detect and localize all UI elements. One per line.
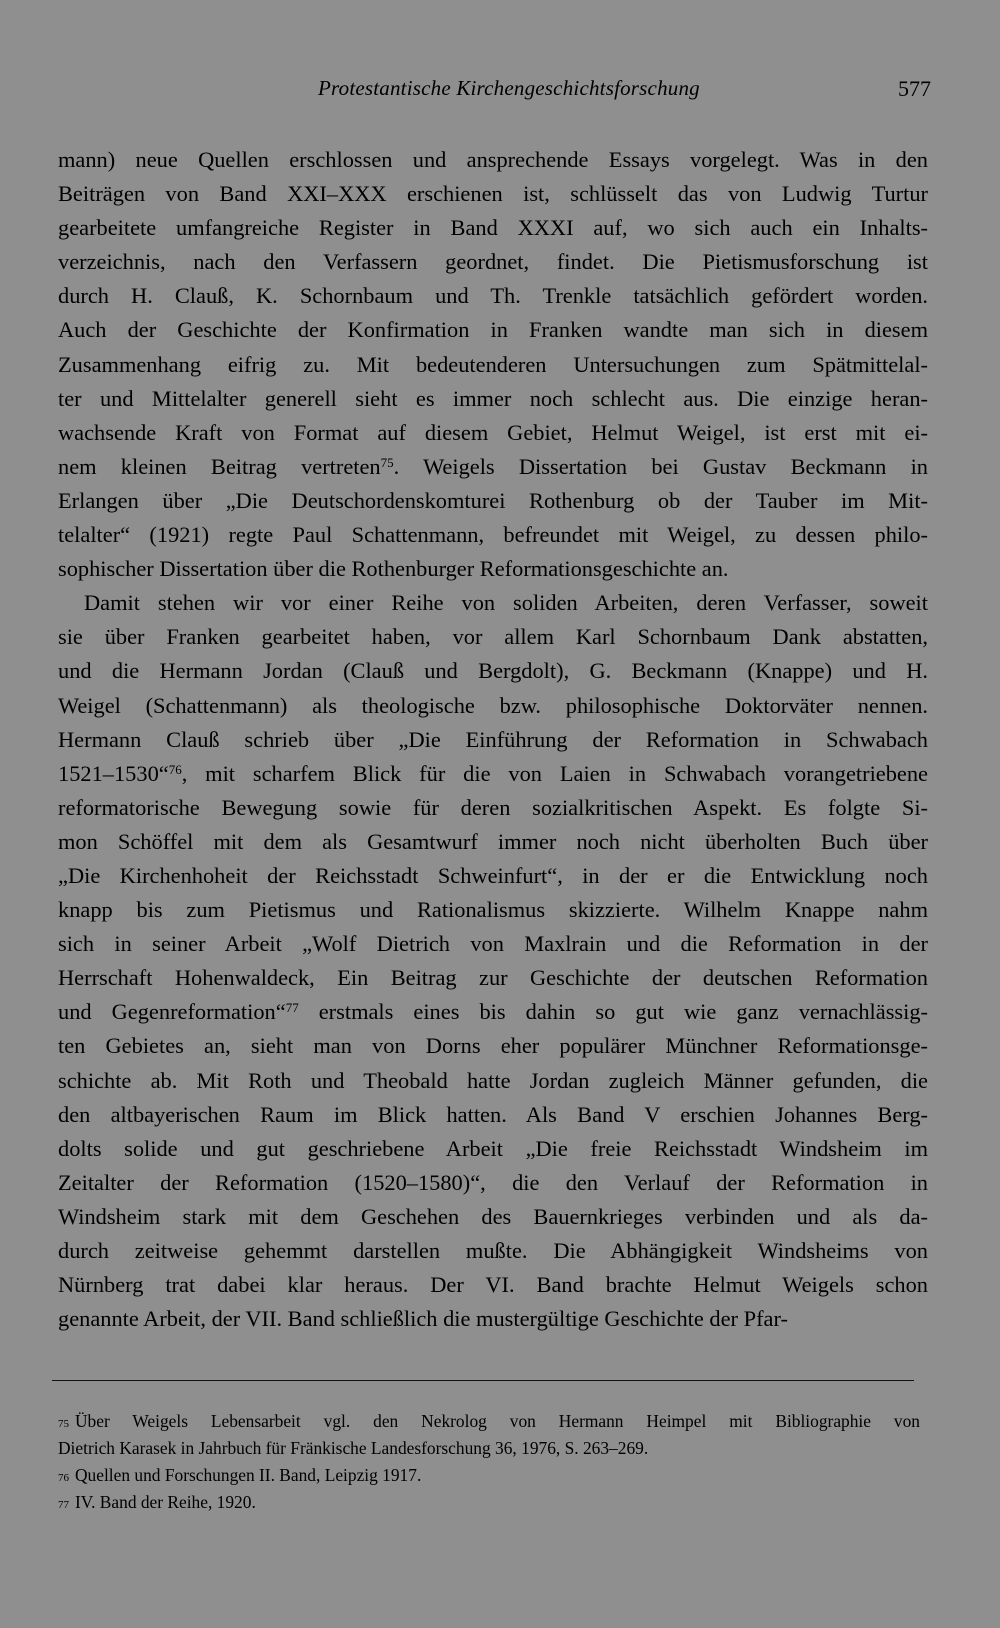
text-line [58, 995, 928, 1029]
text-line [58, 1029, 928, 1063]
text-line [58, 620, 928, 654]
footnotes [58, 1408, 920, 1516]
text-line [58, 586, 928, 620]
text-line [58, 348, 928, 382]
text-segment: Zeitalter der Reformation (1520–1580)“, die den Verlauf der Reformation in [58, 1169, 928, 1195]
text-segment: wachsende Kraft von Format auf diesem Gebiet, Helmut Weigel, ist erst mit ei- [58, 419, 928, 445]
footnote-ref: 76 [168, 761, 182, 777]
text-line [58, 177, 928, 211]
text-segment: gearbeitete umfangreiche Register in Band XXXI auf, wo sich auch ein Inhalts- [58, 215, 928, 241]
text-line [58, 552, 928, 586]
text-segment: ten Gebietes an, sieht man von Dorns eher populärer Münchner Reformationsge- [58, 1033, 928, 1059]
text-segment: sich in seiner Arbeit „Wolf Dietrich von Maxlrain und die Reformation in der [58, 931, 928, 957]
footnote-line [58, 1489, 920, 1516]
text-segment: sie über Franken gearbeitet haben, vor allem Karl Schornbaum Dank abstatten, [58, 624, 928, 650]
text-segment: mann) neue Quellen erschlossen und ansprechende Essays vorgelegt. Was in den [58, 147, 928, 172]
text-line [58, 1268, 928, 1302]
text-segment: schichte ab. Mit Roth und Theobald hatte Jordan zugleich Männer gefunden, die [58, 1067, 928, 1093]
text-segment: Damit stehen wir vor einer Reihe von soliden Arbeiten, deren Verfasser, soweit [84, 590, 928, 616]
text-segment: und Gegenreformation“ [58, 999, 286, 1025]
text-line [58, 1200, 928, 1234]
text-line [58, 1302, 928, 1336]
running-head [0, 76, 1000, 108]
text-segment: , mit scharfem Blick für die von Laien in Schwabach vorangetriebene [181, 760, 928, 786]
text-segment: durch H. Clauß, K. Schornbaum und Th. Trenkle tatsächlich gefördert worden. [58, 283, 928, 309]
text-line [58, 791, 928, 825]
text-segment: ter und Mittelalter generell sieht es immer noch schlecht aus. Die einzige heran- [58, 385, 928, 411]
text-segment: Zusammenhang eifrig zu. Mit bedeutenderen Untersuchungen zum Spätmittelal- [58, 351, 928, 377]
page-number: 577 [898, 76, 931, 101]
body-text [58, 143, 928, 1336]
text-segment: . Weigels Dissertation bei Gustav Beckmann in [393, 453, 928, 479]
footnote-text: Dietrich Karasek in Jahrbuch für Fränkische Landesforschung 36, 1976, S. 263–269. [58, 1438, 649, 1458]
text-line [58, 893, 928, 927]
text-line [58, 450, 928, 484]
footnote-ref: 77 [285, 1000, 299, 1016]
text-line [58, 927, 928, 961]
footnote-text: Quellen und Forschungen II. Band, Leipzig 1917. [75, 1465, 422, 1485]
text-segment: erstmals eines bis dahin so gut wie ganz vernachlässig- [298, 999, 929, 1025]
text-line [58, 1098, 928, 1132]
text-line [58, 859, 928, 893]
text-segment: Windsheim stark mit dem Geschehen des Bauernkrieges verbinden und als da- [58, 1203, 928, 1229]
text-line [58, 1166, 928, 1200]
text-line [58, 382, 928, 416]
footnote-text: Über Weigels Lebensarbeit vgl. den Nekrolog von Hermann Heimpel mit Bibliographie von [75, 1411, 920, 1431]
text-segment: Beiträgen von Band XXI–XXX erschienen ist, schlüsselt das von Ludwig Turtur [58, 181, 928, 207]
text-line [58, 313, 928, 347]
text-line [58, 825, 928, 859]
text-segment: Auch der Geschichte der Konfirmation in Franken wandte man sich in diesem [58, 317, 928, 343]
footnote-line [58, 1435, 920, 1462]
text-segment: verzeichnis, nach den Verfassern geordnet, findet. Die Pietismusforschung ist [58, 249, 928, 275]
text-segment: nem kleinen Beitrag vertreten [58, 453, 381, 479]
text-segment: und die Hermann Jordan (Clauß und Bergdolt), G. Beckmann (Knappe) und H. [58, 658, 928, 684]
text-line [58, 757, 928, 791]
footnote-line [58, 1408, 920, 1435]
text-segment: Herrschaft Hohenwaldeck, Ein Beitrag zur Geschichte der deutschen Reformation [58, 965, 928, 991]
text-line [58, 484, 928, 518]
text-line [58, 518, 928, 552]
text-line [58, 654, 928, 688]
text-line [58, 1132, 928, 1166]
text-line [58, 723, 928, 757]
text-segment: durch zeitweise gehemmt darstellen mußte. Die Abhängigkeit Windsheims von [58, 1238, 928, 1263]
footnote-rule [52, 1380, 914, 1381]
text-line [58, 1234, 928, 1268]
text-segment: „Die Kirchenhoheit der Reichsstadt Schweinfurt“, in der er die Entwicklung noch [58, 862, 928, 888]
text-segment: genannte Arbeit, der VII. Band schließlich die mustergültige Geschichte der Pfar- [58, 1306, 788, 1332]
text-segment: Weigel (Schattenmann) als theologische bzw. philosophische Doktorväter nennen. [58, 692, 928, 718]
footnote-number: 76 [58, 1472, 69, 1484]
text-segment: telalter“ (1921) regte Paul Schattenmann, befreundet mit Weigel, zu dessen philo- [58, 522, 928, 548]
text-line [58, 143, 928, 177]
text-segment: den altbayerischen Raum im Blick hatten. Als Band V erschien Johannes Berg- [58, 1101, 928, 1127]
text-segment: 1521–1530“ [58, 760, 169, 786]
running-title: Protestantische Kirchengeschichtsforschung [318, 76, 700, 100]
text-segment: reformatorische Bewegung sowie für deren sozialkritischen Aspekt. Es folgte Si- [58, 794, 928, 820]
footnote-line [58, 1462, 920, 1489]
text-line [58, 961, 928, 995]
footnote-text: IV. Band der Reihe, 1920. [75, 1492, 256, 1512]
text-segment: dolts solide und gut geschriebene Arbeit „Die freie Reichsstadt Windsheim im [58, 1135, 928, 1161]
text-segment: knapp bis zum Pietismus und Rationalismus skizzierte. Wilhelm Knappe nahm [58, 897, 928, 923]
footnote-number: 75 [58, 1418, 69, 1430]
text-line [58, 211, 928, 245]
text-line [58, 245, 928, 279]
footnote-number: 77 [58, 1499, 69, 1511]
text-line [58, 416, 928, 450]
text-line [58, 689, 928, 723]
footnote-ref: 75 [380, 454, 394, 470]
text-segment: mon Schöffel mit dem als Gesamtwurf immer noch nicht überholten Buch über [58, 828, 928, 854]
text-segment: sophischer Dissertation über die Rothenburger Reformationsgeschichte an. [58, 556, 729, 582]
text-line [58, 279, 928, 313]
text-segment: Erlangen über „Die Deutschordenskomturei Rothenburg ob der Tauber im Mit- [58, 487, 928, 513]
text-segment: Hermann Clauß schrieb über „Die Einführung der Reformation in Schwabach [58, 726, 928, 752]
text-segment: Nürnberg trat dabei klar heraus. Der VI. Band brachte Helmut Weigels schon [58, 1272, 928, 1298]
text-line [58, 1064, 928, 1098]
